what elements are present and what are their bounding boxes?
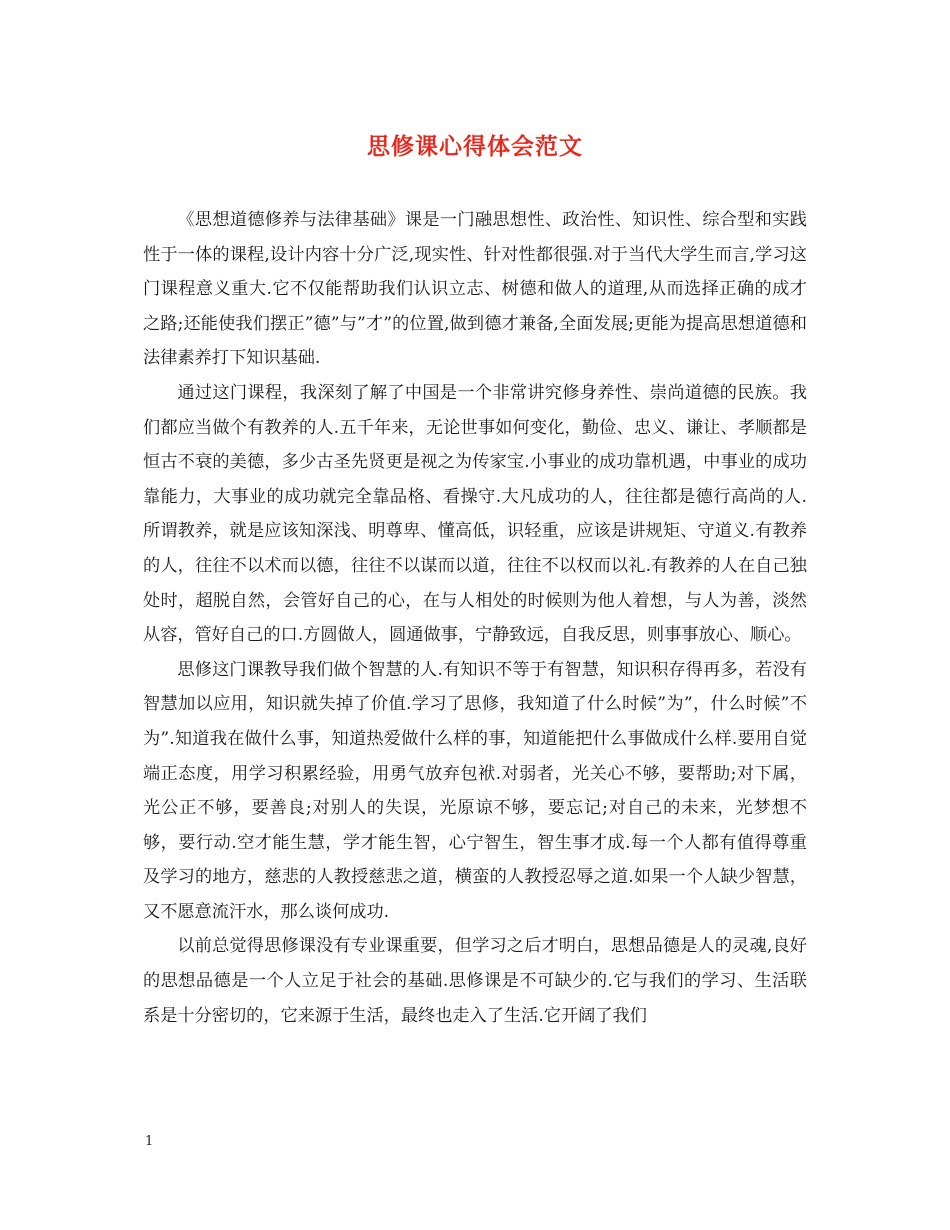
document-body	[143, 203, 807, 1033]
paragraph-2: 通过这门课程，我深刻了解了中国是一个非常讲究修身养性、崇尚道德的民族。我们都应当做个有教养的人.五千年来，无论世事如何变化，勤俭、忠义、谦让、孝顺都是恒古不衰的美德，多少古圣先贤更是视之为传家宝.小事业的成功靠机遇，中事业的成功靠能力，大事业的成功就完全靠品格、看操守.大凡成功的人，往往都是德行高尚的人.所谓教养，就是应该知深浅、明尊卑、懂高低，识轻重，应该是讲规矩、守道义.有教养的人，往往不以术而以德，往往不以谋而以道，往往不以权而以礼.有教养的人在自己独处时，超脱自然，会管好自己的心，在与人相处的时候则为他人着想，与人为善，淡然从容，管好自己的口.方圆做人，圆通做事，宁静致远，自我反思，则事事放心、顺心。	[143, 382, 807, 646]
paragraph-1: 《思想道德修养与法律基础》课是一门融思想性、政治性、知识性、综合型和实践性于一体的课程,设计内容十分广泛,现实性、针对性都很强.对于当代大学生而言,学习这门课程意义重大.它不仅能帮助我们认识立志、树德和做人的道理,从而选择正确的成才之路;还能使我们摆正”德”与”才”的位置,做到德才兼备,全面发展;更能为提高思想道德和法律素养打下知识基础.	[143, 210, 807, 369]
paragraph-4: 以前总觉得思修课没有专业课重要，但学习之后才明白，思想品德是人的灵魂,良好的思想品德是一个人立足于社会的基础.思修课是不可缺少的.它与我们的学习、生活联系是十分密切的，它来源于生活，最终也走入了生活.它开阔了我们	[143, 936, 807, 1026]
page-title: 思修课心得体会范文	[367, 133, 583, 160]
page-number: 1	[145, 1134, 154, 1149]
paragraph-3: 思修这门课教导我们做个智慧的人.有知识不等于有智慧，知识积存得再多，若没有智慧加以应用，知识就失掉了价值.学习了思修，我知道了什么时候”为”，什么时候”不为”.知道我在做什么事，知道热爱做什么样的事，知道能把什么事做成什么样.要用自觉端正态度，用学习积累经验，用勇气放弃包袱.对弱者，光关心不够，要帮助;对下属，光公正不够，要善良;对别人的失误，光原谅不够，要忘记;对自己的未来，光梦想不够，要行动.空才能生慧，学才能生智，心宁智生，智生事才成.每一个人都有值得尊重及学习的地方，慈悲的人教授慈悲之道，横蛮的人教授忍辱之道.如果一个人缺少智慧，又不愿意流汗水，那么谈何成功.	[143, 659, 807, 922]
